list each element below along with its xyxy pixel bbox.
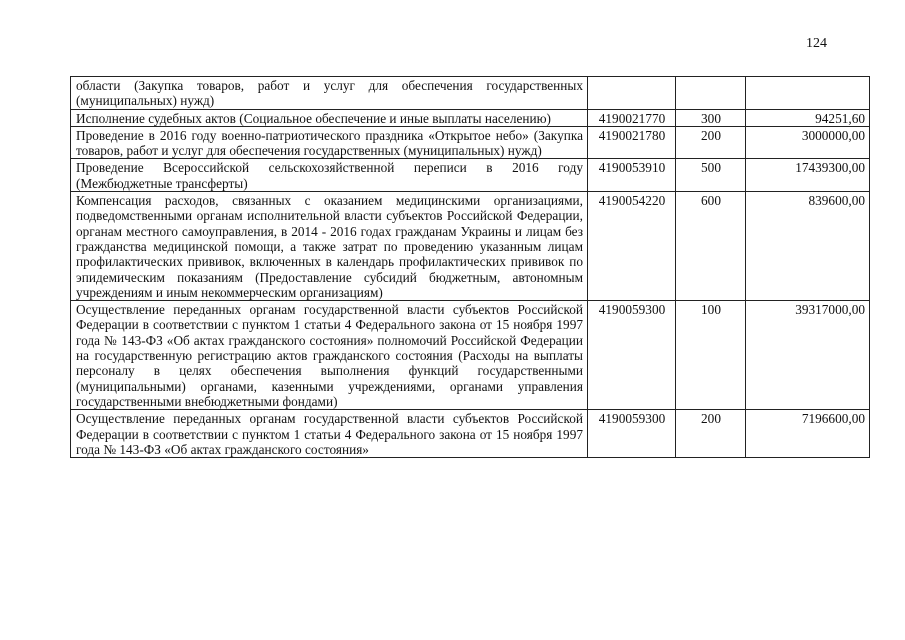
amount-cell xyxy=(746,77,870,110)
expense-name-cell: Проведение Всероссийской сельскохозяйственной переписи в 2016 году (Межбюджетные трансферты) xyxy=(71,159,588,192)
expense-name-cell: Осуществление переданных органам государственной власти субъектов Российской Федерации в соответствии с пунктом 1 статьи 4 Федерального закона от 15 ноября 1997 года № 143-ФЗ «Об актах гражданского состояния» xyxy=(71,410,588,458)
expense-name-cell: Компенсация расходов, связанных с оказанием медицинскими организациями, подведомственными органам исполнительной власти субъектов Российской Федерации, органам местного самоуправления, в 2014 - 2016 годах гражданам Украины и лицам без гражданства медицинской помощи, а также затрат по проведению указанным лицам профилактических прививок, включенных в календарь профилактических прививок по эпидемическим показаниям (Предоставление субсидий бюджетным, автономным учреждениям и иным некоммерческим организациям) xyxy=(71,192,588,301)
table-row xyxy=(71,77,870,110)
expense-name-cell: Осуществление переданных органам государственной власти субъектов Российской Федерации в соответствии с пунктом 1 статьи 4 Федерального закона от 15 ноября 1997 года № 143-ФЗ «Об актах гражданского состояния» полномочий Российской Федерации на государственную регистрацию актов гражданского состояния (Расходы на выплаты персоналу в целях обеспечения выполнения функций государственными (муниципальными) органами, казенными учреждениями, органами управления государственными внебюджетными фондами) xyxy=(71,301,588,410)
amount-cell: 94251,60 xyxy=(746,109,870,126)
amount-cell: 7196600,00 xyxy=(746,410,870,458)
amount-cell: 3000000,00 xyxy=(746,126,870,159)
target-code-cell: 4190021770 xyxy=(588,109,676,126)
target-code-cell: 4190021780 xyxy=(588,126,676,159)
table-row xyxy=(71,159,870,192)
expense-name-cell: области (Закупка товаров, работ и услуг для обеспечения государственных (муниципальных) нужд) xyxy=(71,77,588,110)
expense-type-cell xyxy=(676,77,746,110)
table-row xyxy=(71,301,870,410)
target-code-cell: 4190054220 xyxy=(588,192,676,301)
target-code-cell: 4190059300 xyxy=(588,410,676,458)
page-number: 124 xyxy=(806,36,827,51)
table-row xyxy=(71,410,870,458)
amount-cell: 39317000,00 xyxy=(746,301,870,410)
amount-cell: 17439300,00 xyxy=(746,159,870,192)
target-code-cell: 4190059300 xyxy=(588,301,676,410)
expense-name-cell: Проведение в 2016 году военно-патриотического праздника «Открытое небо» (Закупка товаров, работ и услуг для обеспечения государственных (муниципальных) нужд) xyxy=(71,126,588,159)
expense-type-cell: 300 xyxy=(676,109,746,126)
amount-cell: 839600,00 xyxy=(746,192,870,301)
expense-type-cell: 500 xyxy=(676,159,746,192)
table-row xyxy=(71,109,870,126)
target-code-cell: 4190053910 xyxy=(588,159,676,192)
expense-type-cell: 200 xyxy=(676,410,746,458)
budget-table xyxy=(70,76,870,458)
expense-type-cell: 200 xyxy=(676,126,746,159)
table-row xyxy=(71,126,870,159)
expense-name-cell: Исполнение судебных актов (Социальное обеспечение и иные выплаты населению) xyxy=(71,109,588,126)
target-code-cell xyxy=(588,77,676,110)
expense-type-cell: 600 xyxy=(676,192,746,301)
expense-type-cell: 100 xyxy=(676,301,746,410)
table-row xyxy=(71,192,870,301)
